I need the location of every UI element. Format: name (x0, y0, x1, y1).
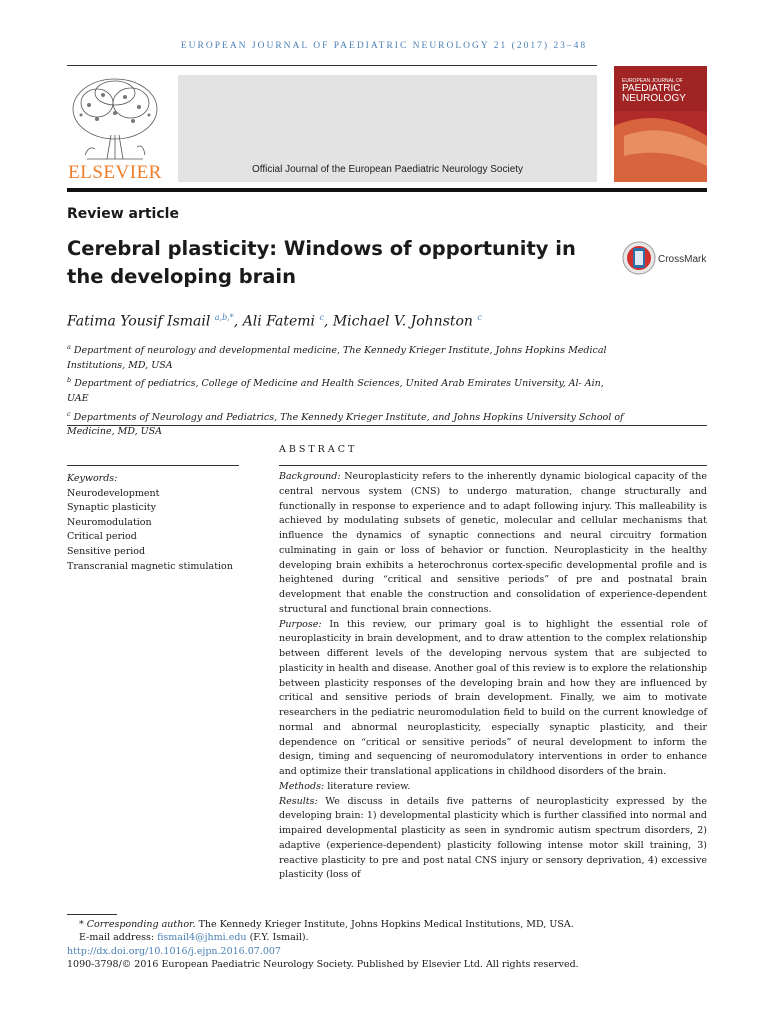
keyword-item: Critical period (67, 531, 137, 543)
corresponding-label: * Corresponding author. (79, 919, 196, 930)
email-suffix: (F.Y. Ismail). (249, 932, 309, 944)
abstract-top-rule (67, 425, 707, 426)
cover-title-big (622, 84, 686, 104)
doi-link[interactable]: http://dx.doi.org/10.1016/j.ejpn.2016.07.007 (67, 945, 281, 957)
abstract-heading: ABSTRACT (279, 444, 358, 455)
abstract-purpose (279, 618, 707, 780)
abstract-methods (279, 780, 707, 795)
corresponding-text: The Kennedy Krieger Institute, Johns Hopkins Medical Institutions, MD, USA. (198, 919, 574, 930)
affiliation-item (67, 373, 627, 406)
running-head: EUROPEAN JOURNAL OF PAEDIATRIC NEUROLOGY 21 (2017) 23–48 (180, 41, 588, 51)
section-text: In this review, our primary goal is to highlight the essential role of neuroplasticity in brain development, and to draw attention to the complex relationship between different levels of the developing nervous system that are subjected to plasticity in health and disease. Another goal of this review is to explore the relationship between plasticity responses of the developing brain and how they are influenced by critical and sensitive periods of brain development. Finally, we aim to motivate researchers in the pediatric neuromodulation field to build on the current knowledge of normal and abnormal neuroplasticity, especially synaptic plasticity, and their dependence on “critical or sensitive periods” of neural development to inform the design, timing and sequencing of neuromodulatory interventions in order to enhance and optimize their translational applications in childhood disorders of the brain. (279, 618, 707, 777)
header-rule (67, 65, 597, 66)
author-list: Fatima Yousif Ismail $^{a,b,*}$, Ali Fatemi $^c$, Michael V. Johnston $^c$ (67, 313, 482, 330)
email-label: E-mail address: (79, 932, 155, 944)
affiliation-item (67, 340, 627, 373)
section-text: We discuss in details five patterns of neuroplasticity expressed by the developing brain: 1) developmental plasticity which is further classified into normal and impaired developmental plasticity as seen in syndromic autism spectrum disorders, 2) adaptive (experience-dependent) plasticity following intense motor skill training, 3) reactive plasticity to pre and post natal CNS injury or sensory deprivation, 4) excessive plasticity (loss of (279, 795, 707, 881)
article-title: Cerebral plasticity: Windows of opportunity in the developing brain (67, 237, 576, 288)
author-name: Fatima Yousif Ismail (67, 313, 211, 330)
keyword-item: Neuromodulation (67, 516, 152, 528)
corresponding-author-note (67, 918, 707, 931)
keyword-item: Transcranial magnetic stimulation (67, 560, 233, 572)
cover-title-line-1: PAEDIATRIC (622, 83, 681, 94)
author-affiliation-marker[interactable]: c (477, 313, 482, 322)
cover-title-small: EUROPEAN JOURNAL OF (622, 78, 683, 84)
keywords-label: Keywords: (67, 473, 118, 484)
section-label: Results: (279, 795, 318, 807)
section-label: Methods: (279, 780, 325, 792)
affiliation-item (67, 407, 627, 440)
crossmark-icon (622, 241, 656, 275)
header-thick-rule (67, 188, 707, 192)
email-link[interactable]: fismail4@jhmi.edu (157, 932, 247, 944)
crossmark-badge[interactable] (622, 241, 712, 275)
affiliation-label: b (67, 376, 72, 385)
email-note (67, 931, 707, 944)
author-affiliation-marker[interactable]: a,b,* (214, 313, 234, 322)
affiliation-label: c (67, 409, 71, 418)
abstract-background (279, 470, 707, 618)
affiliation-text: Department of pediatrics, College of Medicine and Health Sciences, United Arab Emirates University, Al- Ain, UAE (67, 378, 604, 405)
author-name: Michael V. Johnston (332, 313, 473, 330)
footnote-rule (67, 914, 117, 915)
keywords-rule (67, 465, 239, 466)
keyword-item: Sensitive period (67, 545, 146, 557)
section-text: Neuroplasticity refers to the inherently dynamic biological capacity of the central nervous system (CNS) to undergo maturation, change structurally and functionally in response to experience and to adapt following injury. This malleability is achieved by modulating subsets of genetic, molecular and cellular mechanisms that influence the dynamics of synaptic connections and neural circuitry formation culminating in gain or loss of behavior or function. Neuroplasticity in the healthy developing brain exhibits a heterochronus cortex-specific developmental profile and is heightened during “critical and sensitive periods” of pre and postnatal brain development that enable the construction and consolidation of experience-dependent structural and functional brain connections. (279, 471, 707, 615)
section-label: Background: (279, 471, 341, 482)
journal-cover (614, 66, 707, 182)
copyright-line: 1090-3798/© 2016 European Paediatric Neurology Society. Published by Elsevier Ltd. All rights reserved. (67, 959, 579, 971)
article-type: Review article (67, 206, 179, 222)
affiliation-text: Departments of Neurology and Pediatrics, The Kennedy Krieger Institute, and Johns Hopkins University School of Medicine, MD, USA (67, 411, 624, 438)
abstract-rule (279, 465, 707, 466)
elsevier-wordmark: ELSEVIER (68, 162, 162, 183)
keywords-box (67, 472, 247, 574)
author-name: Ali Fatemi (242, 313, 315, 330)
footnotes (67, 918, 707, 972)
affiliation-label: a (67, 343, 71, 351)
author-affiliation-marker[interactable]: c (319, 313, 324, 322)
section-label: Purpose: (279, 618, 322, 630)
official-journal-text: Official Journal of the European Paediatric Neurology Society (251, 164, 524, 175)
keyword-item: Neurodevelopment (67, 487, 160, 499)
abstract-body (279, 470, 707, 883)
crossmark-label: CrossMark (658, 254, 707, 265)
abstract-results (279, 795, 707, 884)
keyword-item: Synaptic plasticity (67, 502, 156, 514)
affiliation-text: Department of neurology and developmental medicine, The Kennedy Krieger Institute, Johns Hopkins Medical Institutions, MD, USA (67, 345, 607, 371)
cover-title-line-2: NEUROLOGY (622, 93, 686, 104)
section-text: literature review. (327, 780, 411, 792)
